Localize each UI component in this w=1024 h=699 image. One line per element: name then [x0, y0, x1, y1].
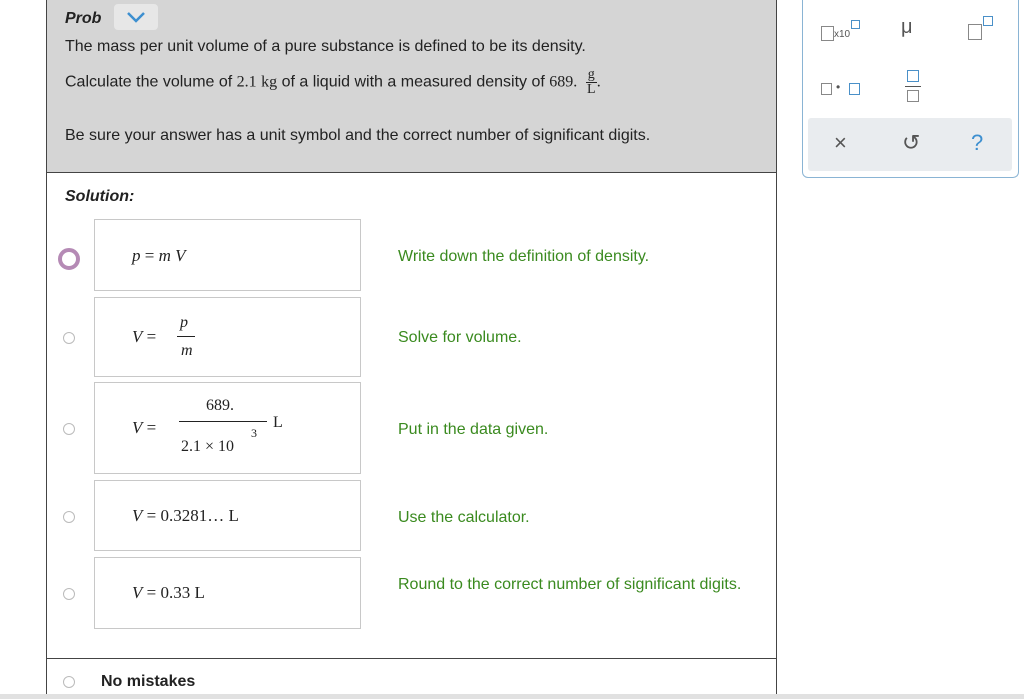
step-1-hint: Write down the definition of density. — [398, 248, 650, 265]
step-5-box — [94, 557, 361, 629]
step-1-equation: p = m V — [132, 246, 186, 265]
problem-label: Prob — [65, 10, 102, 27]
toolbox-action-bar — [808, 118, 1012, 171]
step-2-radio[interactable] — [63, 332, 75, 344]
fraction-button[interactable] — [905, 70, 923, 104]
superscript-button[interactable] — [968, 16, 1000, 42]
step-3-hint: Put in the data given. — [398, 421, 549, 438]
help-button[interactable]: ? — [971, 130, 984, 155]
divider — [46, 658, 777, 659]
step-2-hint: Solve for volume. — [398, 329, 522, 346]
no-mistakes-label: No mistakes — [101, 673, 196, 690]
problem-line-1: The mass per unit volume of a pure substance is defined to be its density. — [65, 38, 586, 55]
density-value: 689. — [549, 73, 578, 91]
mu-button[interactable]: μ — [901, 16, 913, 38]
scrollbar-track — [0, 694, 1024, 699]
step-4-box — [94, 480, 361, 551]
step-5-hint: Round to the correct number of significant digits. — [398, 576, 742, 593]
step-3-box: V = 689. 2.1 × 10 3 L — [94, 382, 361, 474]
scientific-notation-button[interactable]: x10 — [821, 18, 865, 44]
mass-unit: kg — [261, 73, 278, 91]
undo-button[interactable]: ↺ — [902, 130, 921, 155]
step-3-equation: V = — [132, 418, 157, 437]
step-5-radio[interactable] — [63, 588, 75, 600]
multiply-dot-button[interactable]: • — [821, 80, 865, 100]
step-1-radio[interactable] — [58, 248, 80, 270]
clear-button[interactable]: × — [834, 130, 847, 155]
step-5-equation: V = 0.33 L — [132, 583, 205, 602]
step-2-box: V = p m — [94, 297, 361, 377]
chevron-down-icon — [126, 11, 146, 23]
problem-line-3: Be sure your answer has a unit symbol and the correct number of significant digits. — [65, 127, 651, 144]
step-1-box — [94, 219, 361, 291]
step-4-equation: V = 0.3281… L — [132, 506, 239, 525]
problem-line-2: Calculate the volume of 2.1 kg of a liquid with a measured density of 689. $\frac{g}{L}$ . — [65, 67, 601, 97]
no-mistakes-radio[interactable] — [63, 676, 75, 688]
step-4-hint: Use the calculator. — [398, 509, 530, 526]
step-3-radio[interactable] — [63, 423, 75, 435]
problem-statement — [47, 0, 776, 173]
density-unit: $\frac{g}{L}$ — [586, 67, 596, 97]
mass-value: 2.1 — [236, 73, 257, 91]
solution-label: Solution: — [65, 188, 135, 205]
collapse-toggle[interactable] — [114, 4, 158, 30]
step-2-equation: V = — [132, 327, 157, 346]
step-4-radio[interactable] — [63, 511, 75, 523]
